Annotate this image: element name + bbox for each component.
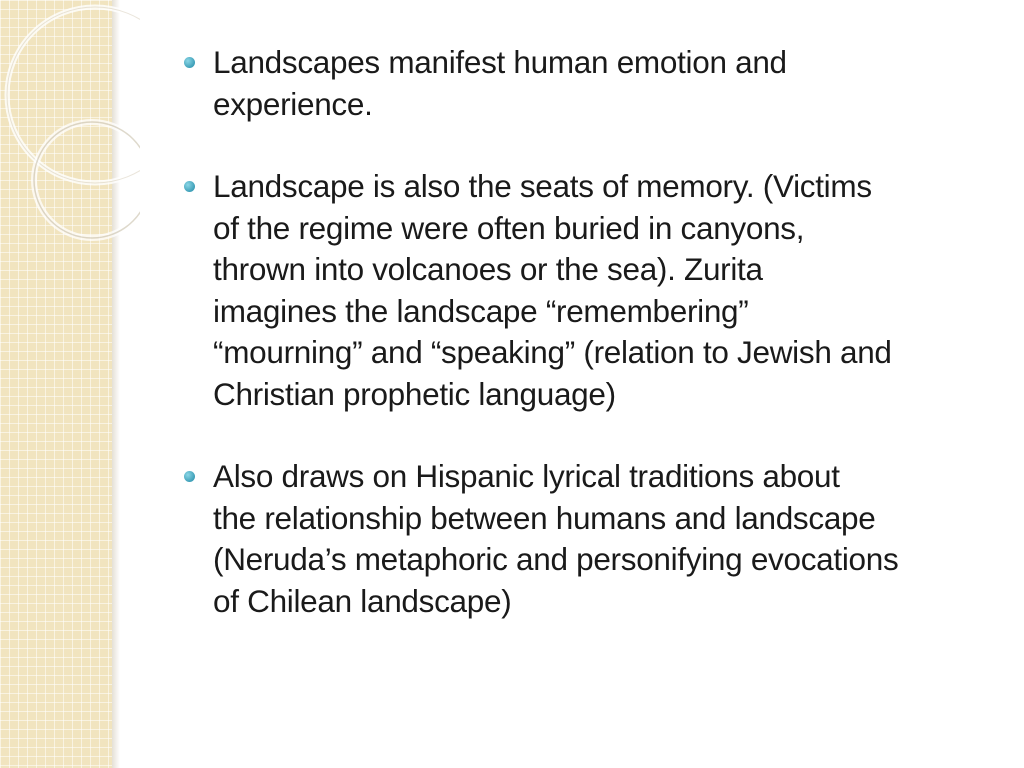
bullet-line: of the regime were often buried in canyons, xyxy=(213,209,805,246)
bullet-item xyxy=(182,166,1002,415)
bullet-line: (Neruda’s metaphoric and personifying evocations xyxy=(213,541,899,577)
bullet-line: “mourning” and “speaking” (relation to Jewish and xyxy=(213,334,892,370)
bullet-text xyxy=(213,456,1002,622)
bullet-line: the relationship between humans and landscape xyxy=(213,499,876,536)
bullet-item xyxy=(182,456,1002,622)
bullet-list xyxy=(182,42,1002,622)
bullet-line: Landscapes manifest human emotion and xyxy=(213,44,787,80)
bullet-line: thrown into volcanoes or the sea). Zurita xyxy=(213,251,763,287)
decorative-rings-icon xyxy=(0,0,140,260)
bullet-line: Christian prophetic language) xyxy=(213,375,616,412)
slide-content xyxy=(182,42,1002,663)
bullet-icon xyxy=(184,181,195,192)
bullet-text xyxy=(213,166,1002,415)
bullet-line: experience. xyxy=(213,85,373,122)
bullet-text xyxy=(213,42,1002,125)
bullet-line: Landscape is also the seats of memory. (Victims xyxy=(213,168,872,204)
bullet-line: Also draws on Hispanic lyrical traditions about xyxy=(213,458,840,494)
bullet-item xyxy=(182,42,1002,125)
bullet-icon xyxy=(184,471,195,482)
bullet-line: of Chilean landscape) xyxy=(213,582,512,619)
bullet-line: imagines the landscape “remembering” xyxy=(213,292,749,329)
bullet-icon xyxy=(184,57,195,68)
